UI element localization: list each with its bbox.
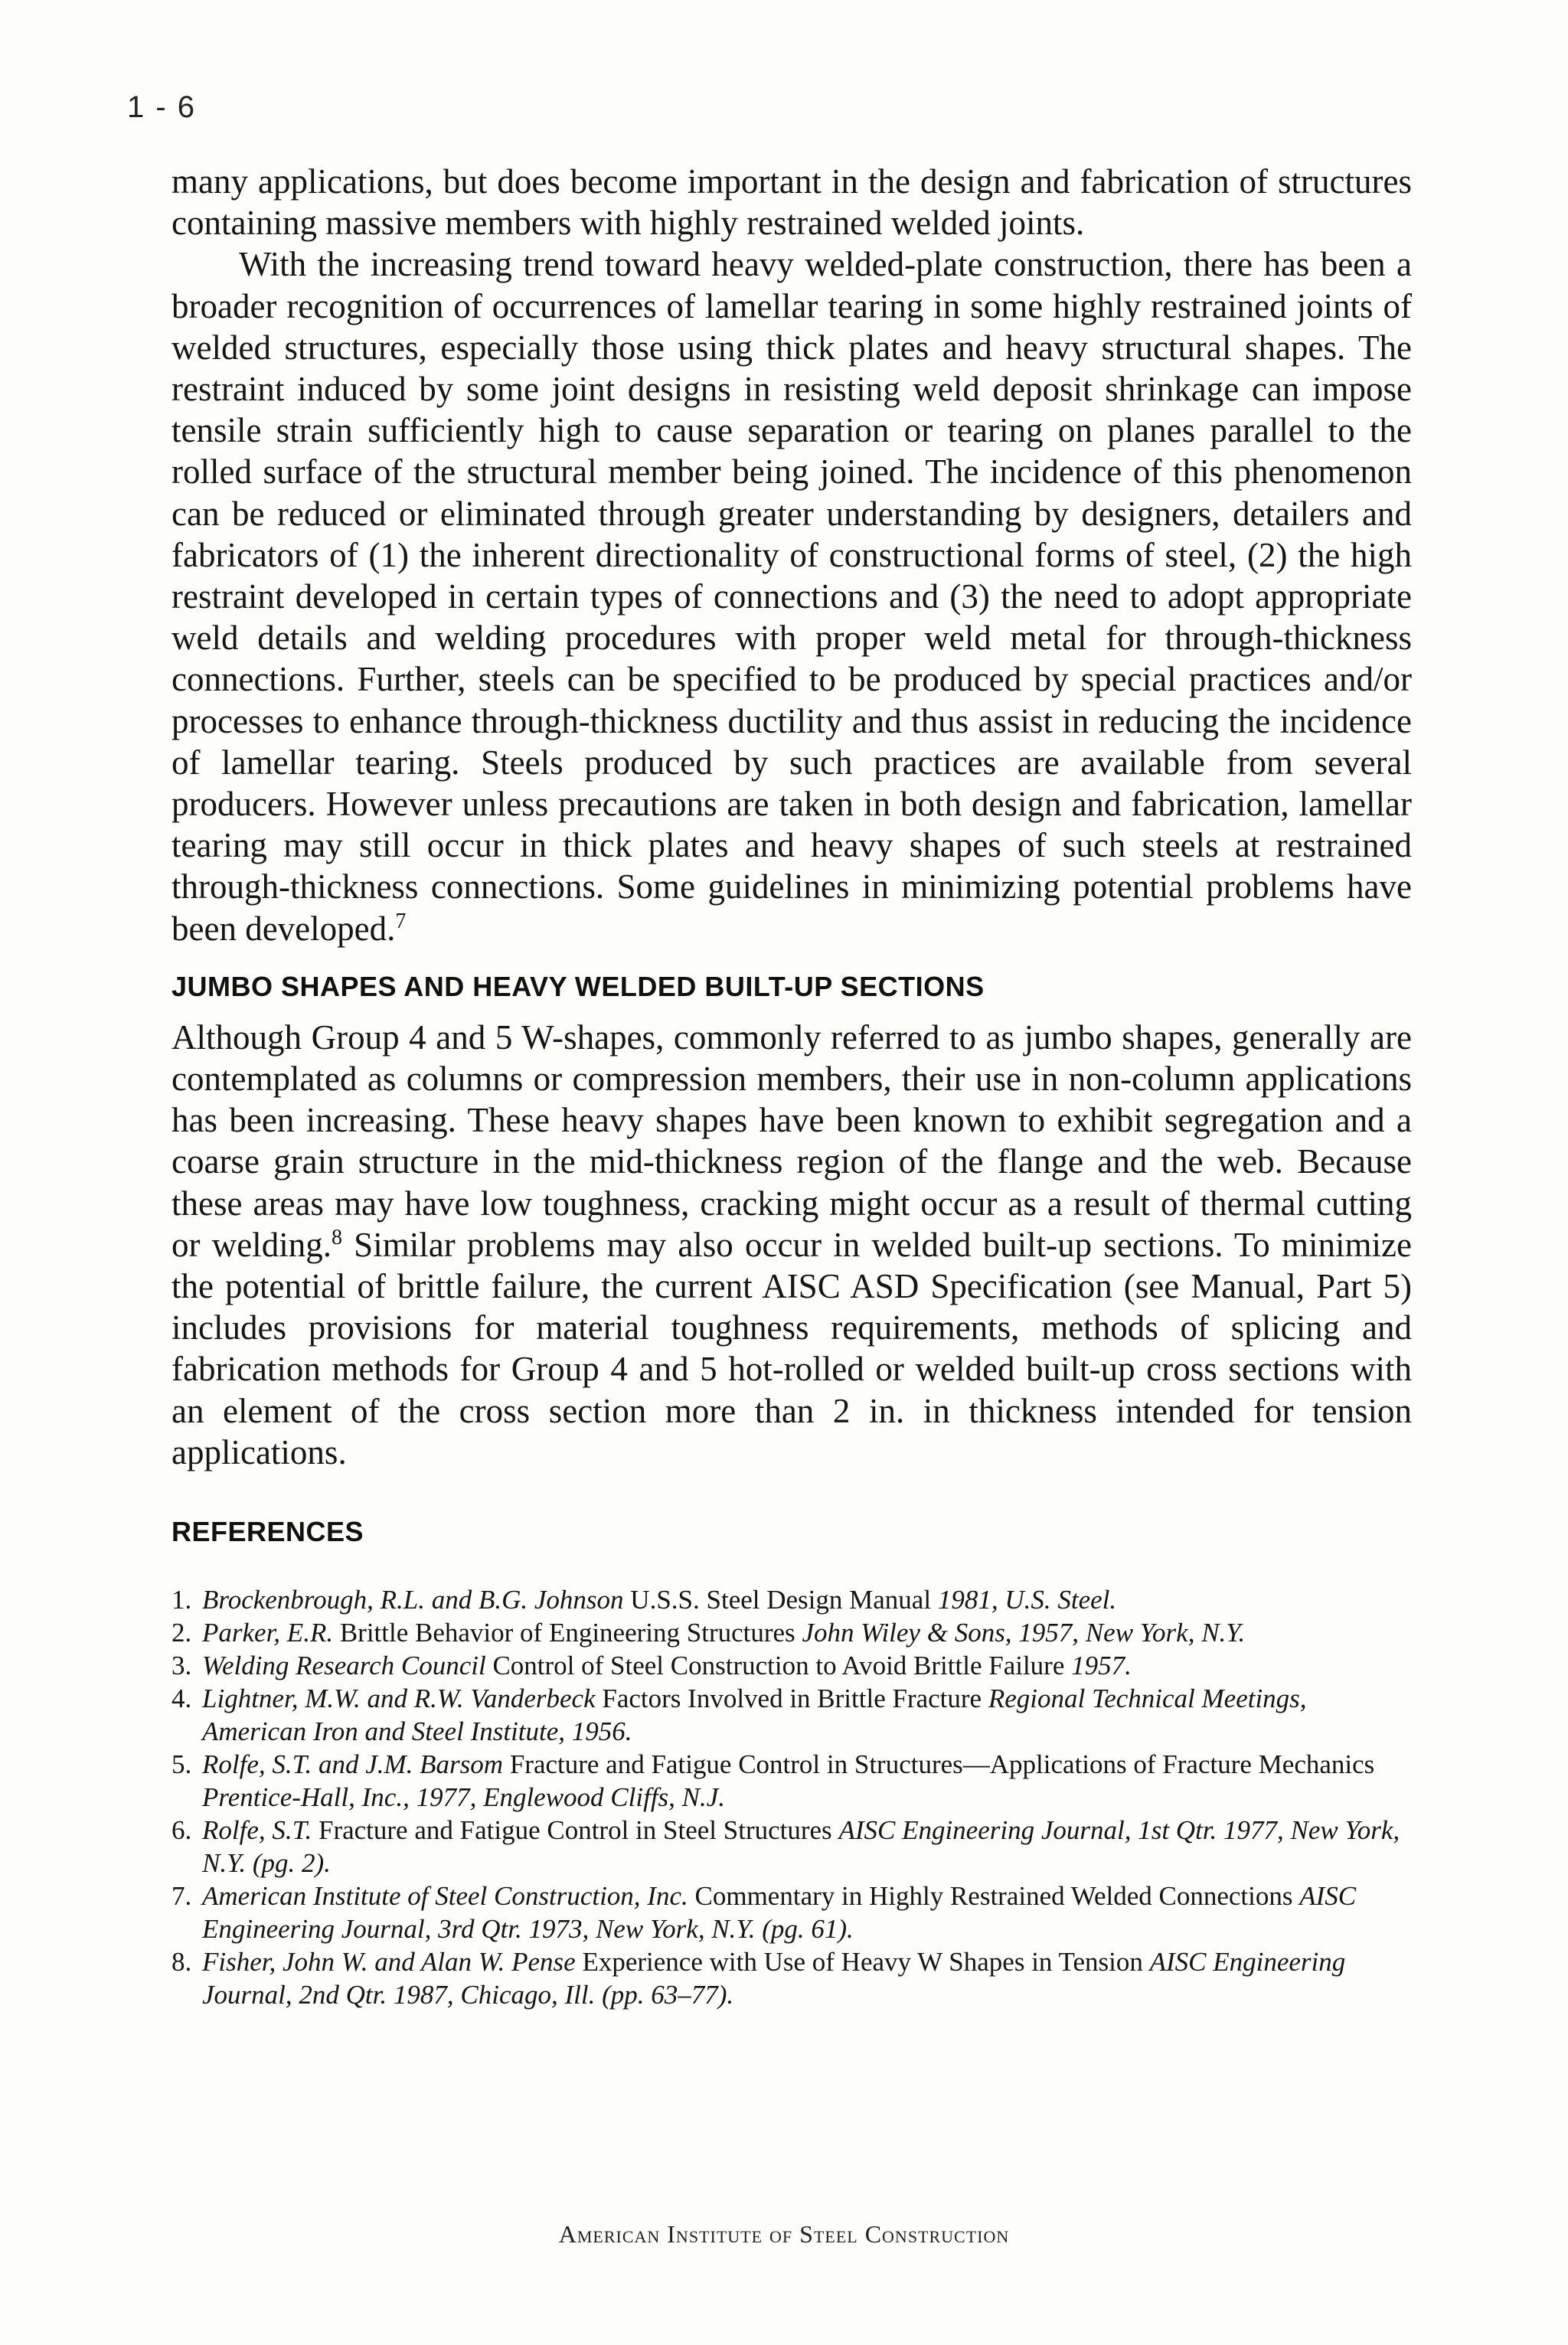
body-column [172,161,1412,2011]
reference-italic-part: AISC Engineering Journal, 2nd Qtr. 1987, Chicago, Ill. (pp. 63–77). [202,1947,1346,2010]
reference-italic-part: 1981, U.S. Steel. [937,1585,1117,1615]
page-number: 1 - 6 [127,90,197,124]
reference-italic-part: American Institute of Steel Construction, Inc. [202,1881,688,1912]
reference-number: 8. [172,1947,192,1978]
reference-italic-part: John Wiley & Sons, 1957, New York, N.Y. [802,1618,1246,1648]
section-heading-jumbo-shapes: JUMBO SHAPES AND HEAVY WELDED BUILT-UP SECTIONS [172,970,985,1002]
reference-text [202,1748,1412,1814]
reference-italic-part: AISC Engineering Journal, 3rd Qtr. 1973, New York, N.Y. (pg. 61). [202,1881,1357,1945]
paragraph-jumbo-shapes-text-a: Although Group 4 and 5 W-shapes, commonly referred to as jumbo shapes, generally are contemplated as columns or compression members, their use in non-column applications has been increasing. These heavy shapes have been known to exhibit segregation and a coarse grain structure in the mid-thickness region of the flange and the web. Because these areas may have low toughness, cracking might occur as a result of thermal cutting or welding. [172,1017,1412,1264]
reference-item [172,1682,1412,1748]
paragraph-jumbo-shapes [172,1017,1412,1473]
reference-title-part: Factors Involved in Brittle Fracture [595,1684,988,1714]
page-footer: American Institute of Steel Construction [558,2220,1010,2248]
paragraph-jumbo-shapes-text-b: Similar problems may also occur in welded built-up sections. To minimize the potential of brittle failure, the current AISC ASD Specification (see Manual, Part 5) includes provisions for material toughness requirements, methods of splicing and fabrication methods for Group 4 and 5 hot-rolled or welded built-up cross sections with an element of the cross section more than 2 in. in thickness intended for tension applications. [172,1225,1412,1471]
reference-text [202,1880,1412,1945]
reference-item [172,1748,1412,1814]
paragraph-continuation: many applications, but does become important in the design and fabrication of structures containing massive members with highly restrained welded joints. [172,162,1412,243]
reference-text [202,1583,1412,1616]
reference-number: 4. [172,1684,192,1714]
paragraph-lamellar-tearing [172,243,1412,949]
reference-title-part: Experience with Use of Heavy W Shapes in Tension [575,1947,1150,1978]
reference-number: 5. [172,1749,192,1780]
reference-italic-part: 1957. [1071,1651,1132,1681]
reference-italic-part: Prentice-Hall, Inc., 1977, Englewood Cliffs, N.J. [202,1782,726,1813]
paragraph-lamellar-tearing-text: With the increasing trend toward heavy welded-plate construction, there has been a broader recognition of occurrences of lamellar tearing in some highly restrained joints of welded structures, especially those using thick plates and heavy structural shapes. The restraint induced by some joint designs in resisting weld deposit shrinkage can impose tensile strain sufficiently high to cause separation or tearing on planes parallel to the rolled surface of the structural member being joined. The incidence of this phenomenon can be reduced or eliminated through greater understanding by designers, detailers and fabricators of (1) the inherent directionality of constructional forms of steel, (2) the high restraint developed in certain types of connections and (3) the need to adopt appropriate weld details and welding procedures with proper weld metal for through-thickness connections. Further, steels can be specified to be produced by special practices and/or processes to enhance through-thickness ductility and thus assist in reducing the incidence of lamellar tearing. Steels produced by such practices are available from several producers. However unless precautions are taken in both design and fabrication, lamellar tearing may still occur in thick plates and heavy shapes of such steels at restrained through-thickness connections. Some guidelines in minimizing potential problems have been developed. [172,245,1412,948]
reference-number: 6. [172,1815,192,1846]
reference-item [172,1814,1412,1880]
reference-number: 3. [172,1651,192,1681]
reference-italic-part: AISC Engineering Journal, 1st Qtr. 1977, New York, N.Y. (pg. 2). [202,1815,1400,1879]
reference-item [172,1945,1412,2011]
reference-title-part: Fracture and Fatigue Control in Structures—Applications of Fracture Mechanics [503,1749,1375,1780]
footnote-ref-8: 8 [331,1225,342,1249]
reference-title-part: Commentary in Highly Restrained Welded Connections [688,1881,1300,1912]
reference-item [172,1649,1412,1682]
reference-number: 2. [172,1618,192,1648]
reference-italic-part: Rolfe, S.T. [202,1815,312,1846]
references-list [172,1583,1412,2011]
reference-text [202,1814,1412,1880]
reference-italic-part: Welding Research Council [202,1651,486,1681]
section-heading-references: REFERENCES [172,1516,364,1548]
reference-title-part: Control of Steel Construction to Avoid Brittle Failure [485,1651,1072,1681]
reference-italic-part: Lightner, M.W. and R.W. Vanderbeck [202,1684,596,1714]
reference-title-part: Brittle Behavior of Engineering Structures [333,1618,802,1648]
reference-italic-part: Regional Technical Meetings, American Iron and Steel Institute, 1956. [202,1684,1307,1747]
reference-title-part: U.S.S. Steel Design Manual [623,1585,938,1615]
footnote-ref-7: 7 [395,909,407,933]
reference-title-part: Fracture and Fatigue Control in Steel Structures [312,1815,839,1846]
reference-italic-part: Rolfe, S.T. and J.M. Barsom [202,1749,504,1780]
reference-italic-part: Parker, E.R. [202,1618,334,1648]
reference-text [202,1945,1412,2011]
reference-italic-part: Fisher, John W. and Alan W. Pense [202,1947,576,1978]
reference-text [202,1616,1412,1649]
reference-item [172,1583,1412,1616]
reference-text [202,1682,1412,1748]
reference-item [172,1616,1412,1649]
reference-number: 7. [172,1881,192,1912]
reference-number: 1. [172,1585,192,1615]
reference-item [172,1880,1412,1945]
reference-italic-part: Brockenbrough, R.L. and B.G. Johnson [202,1585,624,1615]
reference-text [202,1649,1412,1682]
